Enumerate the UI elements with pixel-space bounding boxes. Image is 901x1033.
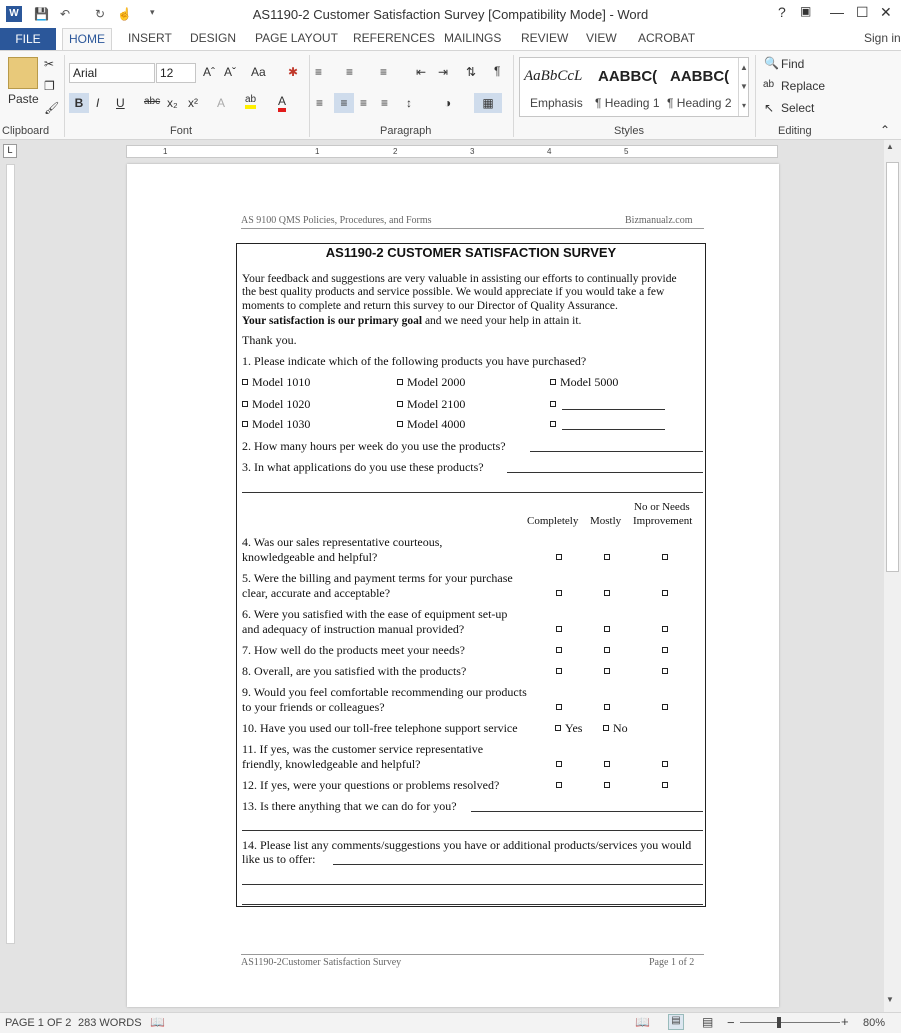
vertical-ruler-track	[6, 164, 15, 944]
select-button[interactable]: Select	[781, 101, 815, 115]
product-checkbox[interactable]	[550, 417, 560, 431]
style-emphasis-preview[interactable]: AaBbCcL	[524, 68, 583, 84]
ribbon	[0, 50, 901, 140]
intro-tail: and we need your help in attain it.	[422, 315, 582, 327]
checkbox-icon[interactable]	[556, 554, 562, 560]
tab-design[interactable]: DESIGN	[190, 31, 237, 45]
product-checkbox[interactable]	[242, 417, 310, 431]
clipboard-group-label: Clipboard	[2, 125, 50, 137]
checkbox-icon[interactable]	[556, 647, 562, 653]
no-label: No	[613, 721, 628, 735]
highlight-color-icon[interactable]: ab	[245, 94, 256, 109]
style-heading1-preview[interactable]: AABBC(	[598, 68, 658, 85]
italic-icon[interactable]: I	[96, 96, 100, 110]
replace-button[interactable]: Replace	[781, 79, 826, 93]
rating-question: 4. Was our sales representative courteous,	[242, 535, 443, 549]
column-header-improvement: Improvement	[633, 515, 693, 527]
font-name-select[interactable]: Arial	[69, 63, 155, 83]
shrink-font-icon[interactable]: Aˇ	[224, 65, 236, 79]
question-14: like us to offer:	[242, 852, 316, 866]
intro-line: moments to complete and return this survey to our Director of Quality Assurance.	[242, 300, 618, 312]
justify-icon[interactable]: ≡	[381, 96, 389, 110]
styles-group-label: Styles	[614, 125, 644, 137]
style-emphasis-label[interactable]: Emphasis	[530, 96, 583, 110]
yes-label: Yes	[565, 721, 583, 735]
touch-mode-icon[interactable]: ☝	[117, 7, 132, 21]
scroll-up-icon[interactable]: ▲	[886, 142, 894, 151]
grow-font-icon[interactable]: Aˆ	[203, 65, 215, 79]
style-heading2-label[interactable]: ¶ Heading 2	[667, 96, 732, 110]
product-checkbox[interactable]	[242, 375, 310, 389]
maximize-button[interactable]: ☐	[856, 4, 869, 20]
intro-emphasis-line	[242, 314, 581, 328]
footer-rule	[241, 954, 704, 955]
checkbox-icon[interactable]	[662, 782, 668, 788]
product-label: Model 1010	[252, 375, 311, 389]
answer-line[interactable]	[471, 811, 703, 812]
thank-you: Thank you.	[242, 333, 297, 347]
multilevel-list-icon[interactable]: ≡	[380, 65, 388, 79]
group-divider	[513, 55, 514, 137]
ribbon-tabs	[0, 28, 901, 50]
product-label: Model 1030	[252, 417, 311, 431]
checkbox-icon[interactable]	[604, 626, 610, 632]
scroll-thumb[interactable]	[886, 162, 899, 572]
rating-question: 7. How well do the products meet your needs?	[242, 643, 465, 657]
product-checkbox[interactable]	[397, 397, 465, 411]
question-11: friendly, knowledgeable and helpful?	[242, 757, 421, 771]
font-size-select[interactable]: 12	[156, 63, 196, 83]
tab-page-layout[interactable]: PAGE LAYOUT	[255, 31, 338, 45]
ribbon-display-options-icon[interactable]: ▣	[800, 4, 812, 18]
page-header-right: Bizmanualz.com	[625, 215, 693, 226]
sort-icon[interactable]: ⇅	[466, 65, 477, 79]
collapse-ribbon-icon[interactable]: ⌃	[880, 123, 891, 137]
checkbox-icon[interactable]	[242, 401, 248, 407]
format-painter-icon[interactable]: 🖌	[44, 101, 60, 115]
checkbox-icon[interactable]	[555, 725, 561, 731]
scroll-down-icon[interactable]: ▼	[886, 995, 894, 1004]
product-label: Model 4000	[407, 417, 466, 431]
page-count[interactable]: PAGE 1 OF 2	[5, 1017, 72, 1029]
checkbox-icon[interactable]	[242, 379, 248, 385]
shading-icon[interactable]: ◑	[444, 96, 452, 110]
checkbox-icon[interactable]	[662, 554, 668, 560]
product-label: Model 5000	[560, 375, 619, 389]
question-11: 11. If yes, was the customer service representative	[242, 742, 484, 756]
undo-icon[interactable]: ↶	[60, 7, 71, 21]
checkbox-icon[interactable]	[556, 626, 562, 632]
no-checkbox[interactable]	[603, 721, 628, 735]
align-center-icon[interactable]: ≡	[334, 93, 354, 113]
column-header-needs: No or Needs	[634, 501, 690, 513]
tab-references[interactable]: REFERENCES	[353, 31, 436, 45]
tab-view[interactable]: VIEW	[586, 31, 617, 45]
rating-question: and adequacy of instruction manual provided?	[242, 622, 465, 636]
survey-title: AS1190-2 CUSTOMER SATISFACTION SURVEY	[325, 245, 617, 260]
checkbox-icon[interactable]	[604, 590, 610, 596]
tab-home[interactable]: HOME	[62, 28, 112, 51]
tab-selector-icon[interactable]: L	[3, 144, 17, 158]
answer-line[interactable]	[507, 472, 703, 473]
question-14: 14. Please list any comments/suggestions you have or additional products/services you would	[242, 838, 692, 852]
ruler-number: 5	[624, 147, 629, 156]
save-icon[interactable]: 💾	[34, 7, 49, 21]
checkbox-icon[interactable]	[556, 590, 562, 596]
rating-question: 8. Overall, are you satisfied with the products?	[242, 664, 467, 678]
find-icon[interactable]: 🔍	[764, 56, 779, 70]
zoom-slider[interactable]	[740, 1022, 840, 1023]
question-12: 12. If yes, were your questions or problems resolved?	[242, 778, 500, 792]
question-10: 10. Have you used our toll-free telephone support service	[242, 721, 518, 735]
tab-review[interactable]: REVIEW	[521, 31, 569, 45]
read-mode-icon[interactable]: 📖	[635, 1015, 650, 1029]
rating-question: clear, accurate and acceptable?	[242, 586, 391, 600]
answer-line[interactable]	[242, 492, 703, 493]
text-effects-icon[interactable]: A	[217, 96, 226, 110]
checkbox-icon[interactable]	[604, 668, 610, 674]
checkbox-icon[interactable]	[242, 421, 248, 427]
ruler-number: 2	[393, 147, 398, 156]
rating-question: 9. Would you feel comfortable recommending our products	[242, 685, 527, 699]
column-header-mostly: Mostly	[590, 515, 622, 527]
show-formatting-marks-icon[interactable]: ¶	[494, 64, 501, 78]
answer-line[interactable]	[242, 904, 703, 905]
editing-group-label: Editing	[778, 125, 812, 137]
word-app-icon[interactable]: W	[6, 6, 22, 22]
product-checkbox[interactable]	[397, 375, 465, 389]
ruler-number: 1	[315, 147, 320, 156]
clear-formatting-icon[interactable]: ✱	[288, 65, 299, 79]
paste-icon[interactable]	[8, 57, 38, 89]
document-page[interactable]	[127, 164, 779, 1007]
checkbox-icon[interactable]	[662, 668, 668, 674]
checkbox-icon[interactable]	[604, 554, 610, 560]
rating-question: knowledgeable and helpful?	[242, 550, 378, 564]
checkbox-icon[interactable]	[397, 421, 403, 427]
ruler-number: 1	[163, 147, 168, 156]
rating-question: 5. Were the billing and payment terms for your purchase	[242, 571, 513, 585]
title-bar	[0, 0, 901, 28]
sign-in-link[interactable]: Sign in	[864, 31, 901, 45]
intro-line: Your feedback and suggestions are very valuable in assisting our efforts to continually provide	[242, 273, 677, 285]
product-checkbox[interactable]	[397, 417, 465, 431]
align-right-icon[interactable]: ≡	[360, 96, 368, 110]
align-left-icon[interactable]: ≡	[316, 96, 324, 110]
find-button[interactable]: Find	[781, 57, 805, 71]
checkbox-icon[interactable]	[604, 647, 610, 653]
survey-form-border	[236, 243, 706, 907]
checkbox-icon[interactable]	[556, 668, 562, 674]
minimize-button[interactable]: —	[830, 4, 844, 20]
ruler-number: 4	[547, 147, 552, 156]
product-label: Model 2000	[407, 375, 466, 389]
checkbox-icon[interactable]	[550, 401, 556, 407]
close-button[interactable]: ✕	[880, 4, 892, 20]
font-group-label: Font	[170, 125, 193, 137]
customize-quick-access-icon[interactable]: ▾	[150, 7, 155, 17]
help-icon[interactable]: ?	[778, 4, 786, 20]
tab-acrobat[interactable]: ACROBAT	[638, 31, 696, 45]
checkbox-icon[interactable]	[604, 761, 610, 767]
horizontal-ruler[interactable]	[126, 145, 778, 158]
word-count[interactable]: 283 WORDS	[78, 1017, 142, 1029]
question-1: 1. Please indicate which of the following products you have purchased?	[242, 354, 587, 368]
zoom-slider-thumb[interactable]	[777, 1017, 781, 1028]
checkbox-icon[interactable]	[662, 704, 668, 710]
checkbox-icon[interactable]	[550, 379, 556, 385]
question-2: 2. How many hours per week do you use the products?	[242, 439, 506, 453]
answer-line[interactable]	[242, 830, 703, 831]
styles-scroll[interactable]: ▲ ▼ ▾	[738, 58, 749, 116]
checkbox-icon[interactable]	[556, 761, 562, 767]
window-title: AS1190-2 Customer Satisfaction Survey [Compatibility Mode] - Word	[252, 7, 649, 22]
styles-gallery	[519, 57, 749, 117]
subscript-icon[interactable]: x₂	[167, 96, 178, 110]
vertical-ruler[interactable]	[0, 160, 20, 1010]
tab-file[interactable]: FILE	[0, 28, 56, 50]
intro-line: the best quality products and service possible. We would appreciate if you would take a few	[242, 286, 665, 298]
other-product-line[interactable]	[562, 429, 665, 430]
numbering-icon[interactable]: ≡	[346, 65, 354, 79]
zoom-in-icon[interactable]: +	[841, 1014, 849, 1029]
increase-indent-icon[interactable]: ⇥	[438, 65, 449, 79]
underline-icon[interactable]: U	[116, 96, 125, 110]
checkbox-icon[interactable]	[556, 704, 562, 710]
group-divider	[64, 55, 65, 137]
rating-question: 6. Were you satisfied with the ease of equipment set-up	[242, 607, 508, 621]
product-checkbox[interactable]	[242, 397, 310, 411]
checkbox-icon[interactable]	[662, 626, 668, 632]
ruler-number: 3	[470, 147, 475, 156]
checkbox-icon[interactable]	[662, 761, 668, 767]
checkbox-icon[interactable]	[556, 782, 562, 788]
bullets-icon[interactable]: ≡	[315, 65, 323, 79]
checkbox-icon[interactable]	[397, 379, 403, 385]
checkbox-icon[interactable]	[603, 725, 609, 731]
tab-insert[interactable]: INSERT	[128, 31, 172, 45]
checkbox-icon[interactable]	[662, 590, 668, 596]
page-header-left: AS 9100 QMS Policies, Procedures, and Forms	[241, 215, 432, 226]
strikethrough-icon[interactable]: abc	[144, 96, 161, 107]
bold-icon[interactable]: B	[69, 93, 89, 113]
question-3: 3. In what applications do you use these products?	[242, 460, 484, 474]
tab-mailings[interactable]: MAILINGS	[444, 31, 502, 45]
header-rule	[241, 228, 704, 229]
product-checkbox[interactable]	[550, 375, 618, 389]
checkbox-icon[interactable]	[662, 647, 668, 653]
product-checkbox[interactable]	[550, 397, 560, 411]
font-color-icon[interactable]: A	[278, 94, 286, 112]
replace-icon[interactable]: ab	[763, 79, 775, 90]
change-case-icon[interactable]: Aa	[251, 65, 266, 79]
vertical-scrollbar[interactable]	[884, 140, 901, 1012]
line-spacing-icon[interactable]: ↕	[406, 96, 412, 110]
question-13: 13. Is there anything that we can do for you?	[242, 799, 457, 813]
cut-icon[interactable]: ✂	[44, 57, 55, 71]
proofing-icon[interactable]: 📖	[150, 1015, 165, 1029]
paste-button[interactable]: Paste	[8, 92, 39, 106]
status-bar	[0, 1012, 901, 1033]
checkbox-icon[interactable]	[550, 421, 556, 427]
intro-bold: Your satisfaction is our primary goal	[242, 315, 423, 327]
yes-checkbox[interactable]	[555, 721, 582, 735]
zoom-level[interactable]: 80%	[863, 1017, 886, 1029]
decrease-indent-icon[interactable]: ⇤	[416, 65, 427, 79]
style-heading1-label[interactable]: ¶ Heading 1	[595, 96, 660, 110]
style-heading2-preview[interactable]: AABBC(	[670, 68, 730, 85]
answer-line[interactable]	[530, 451, 703, 452]
product-label: Model 2100	[407, 397, 466, 411]
rating-question: to your friends or colleagues?	[242, 700, 385, 714]
borders-icon[interactable]: ▦	[474, 93, 502, 113]
zoom-out-icon[interactable]: −	[727, 1015, 735, 1030]
select-icon[interactable]: ↖	[764, 101, 775, 115]
other-product-line[interactable]	[562, 409, 665, 410]
answer-line[interactable]	[333, 864, 703, 865]
paragraph-group-label: Paragraph	[380, 125, 432, 137]
print-layout-icon[interactable]: ▤	[668, 1014, 684, 1030]
redo-icon[interactable]: ↻	[95, 7, 106, 21]
checkbox-icon[interactable]	[397, 401, 403, 407]
document-workspace	[0, 140, 901, 1012]
web-layout-icon[interactable]: ▤	[702, 1015, 714, 1029]
answer-line[interactable]	[242, 884, 703, 885]
group-divider	[755, 55, 756, 137]
checkbox-icon[interactable]	[604, 782, 610, 788]
checkbox-icon[interactable]	[604, 704, 610, 710]
page-footer-right: Page 1 of 2	[649, 957, 695, 968]
superscript-icon[interactable]: x²	[188, 96, 198, 110]
column-header-completely: Completely	[527, 515, 579, 527]
page-footer-left: AS1190-2Customer Satisfaction Survey	[241, 957, 402, 968]
copy-icon[interactable]: ❐	[44, 79, 55, 93]
product-label: Model 1020	[252, 397, 311, 411]
group-divider	[309, 55, 310, 137]
